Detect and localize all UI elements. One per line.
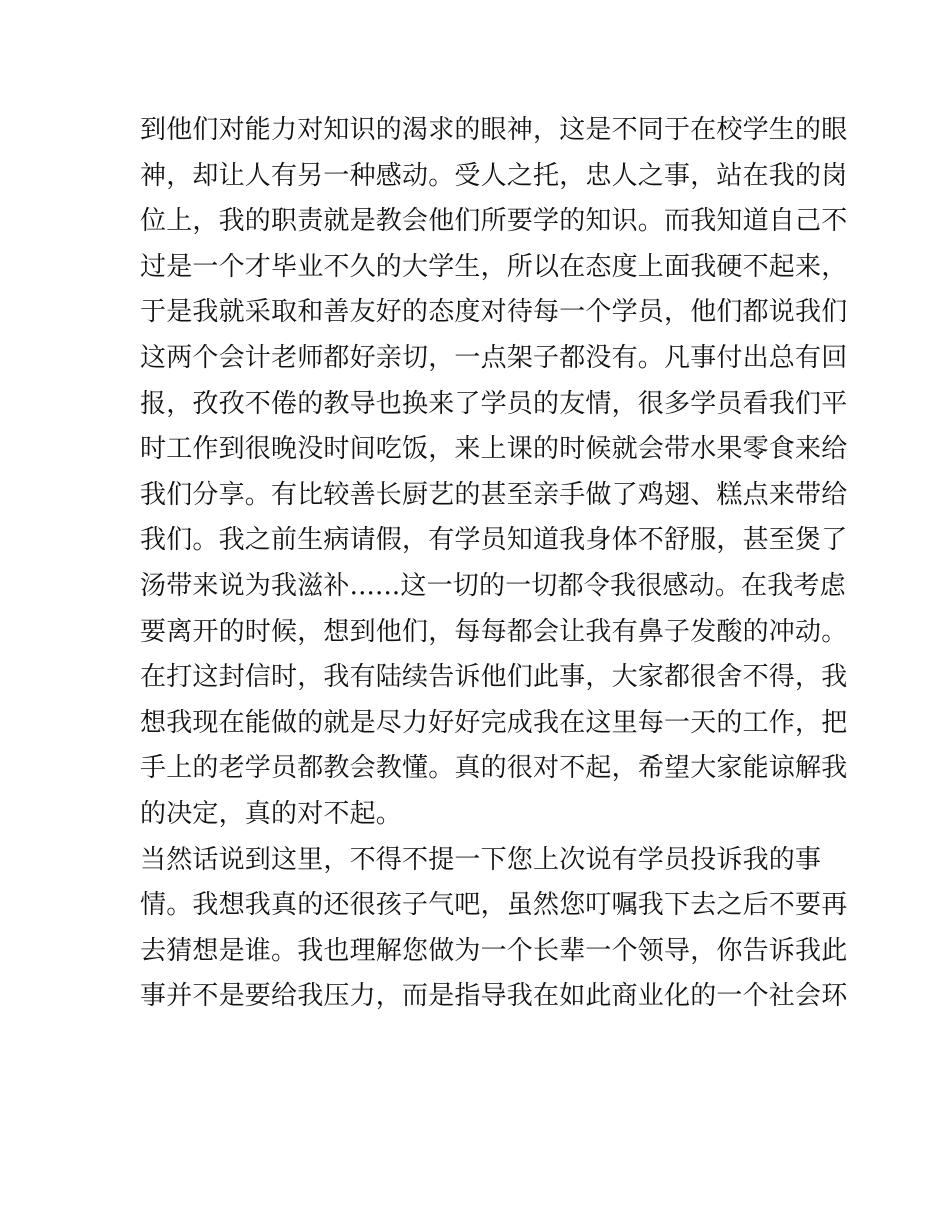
text-line: 报，孜孜不倦的教导也换来了学员的友情，很多学员看我们平 [140,388,848,419]
text-line: 当然话说到这里，不得不提一下您上次说有学员投诉我的事 [140,844,822,875]
text-line: 情。我想我真的还很孩子气吧，虽然您叮嘱我下去之后不要再 [140,890,848,921]
text-line: 手上的老学员都教会教懂。真的很对不起，希望大家能谅解我 [140,753,848,784]
text-line: 我们分享。有比较善长厨艺的甚至亲手做了鸡翅、糕点来带给 [140,479,848,510]
text-line: 想我现在能做的就是尽力好好完成我在这里每一天的工作，把 [140,707,848,738]
text-line: 到他们对能力对知识的渴求的眼神，这是不同于在校学生的眼 [140,115,848,145]
text-line: 要离开的时候，想到他们，每每都会让我有鼻子发酸的冲动。 [140,616,848,647]
text-line: 神，却让人有另一种感动。受人之托，忠人之事，站在我的岗 [140,160,848,191]
text-line: 在打这封信时，我有陆续告诉他们此事，大家都很舍不得，我 [140,662,848,693]
text-line: 去猜想是谁。我也理解您做为一个长辈一个领导，你告诉我此 [140,935,848,966]
text-line: 汤带来说为我滋补......这一切的一切都令我很感动。在我考虑 [140,570,846,601]
document-body [140,108,848,1020]
text-line: 过是一个才毕业不久的大学生，所以在态度上面我硬不起来， [140,251,848,282]
text-line: 的决定，真的对不起。 [140,798,403,829]
text-line: 于是我就采取和善友好的态度对待每一个学员，他们都说我们 [140,297,848,328]
text-line: 我们。我之前生病请假，有学员知道我身体不舒服，甚至煲了 [140,525,848,556]
text-line: 这两个会计老师都好亲切，一点架子都没有。凡事付出总有回 [140,342,848,373]
text-line: 事并不是要给我压力，而是指导我在如此商业化的一个社会环 [140,981,848,1012]
text-line: 时工作到很晚没时间吃饭，来上课的时候就会带水果零食来给 [140,434,848,465]
text-line: 位上，我的职责就是教会他们所要学的知识。而我知道自己不 [140,206,848,237]
